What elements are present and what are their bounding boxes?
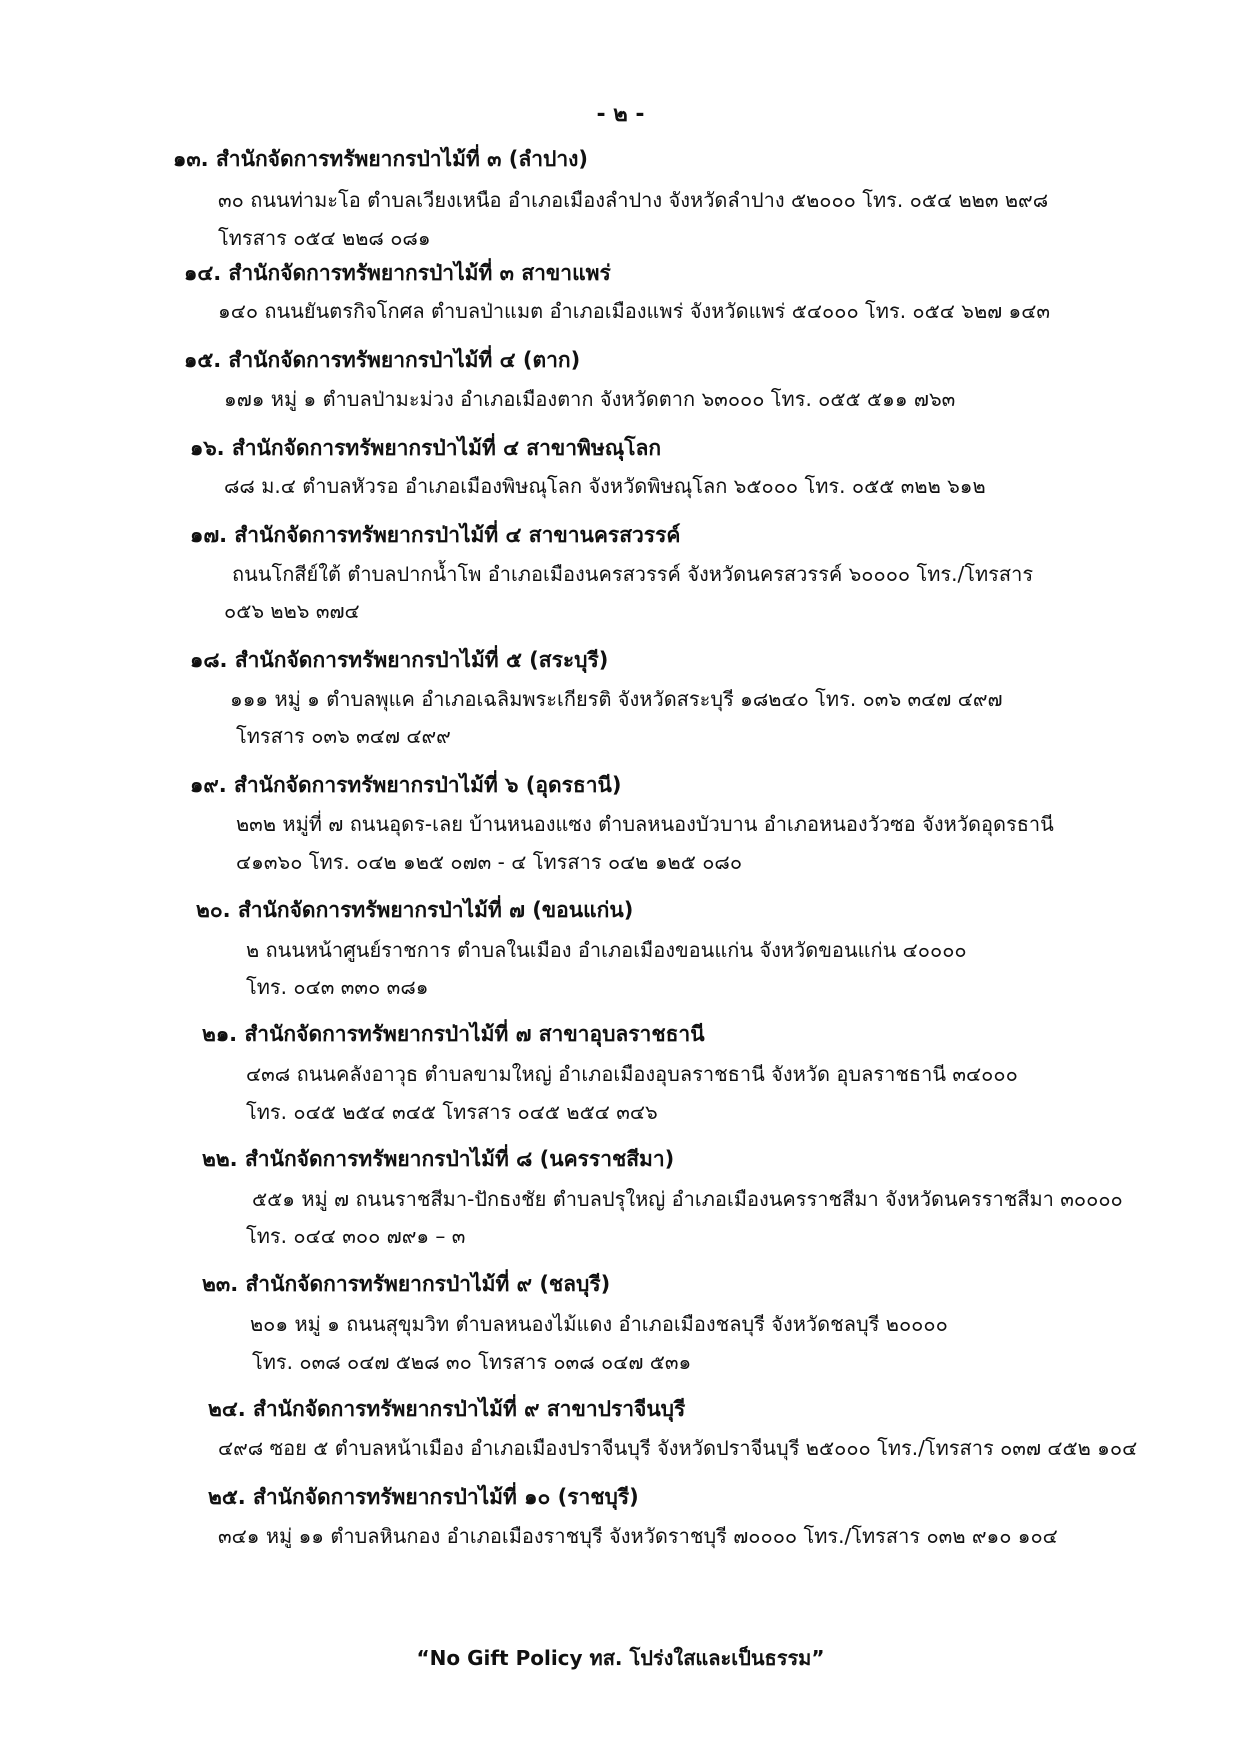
entry-title: ๑๘. สำนักจัดการทรัพยากรป่าไม้ที่ ๕ (สระบุรี) (190, 648, 609, 672)
entry-line: ๔๙๘ ซอย ๕ ตำบลหน้าเมือง อำเภอเมืองปราจีนบุรี จังหวัดปราจีนบุรี ๒๕๐๐๐ โทร./โทรสาร ๐๓๗ ๔๕๒ ๑๐๔ (218, 1436, 1138, 1460)
entry-title: ๒๕. สำนักจัดการทรัพยากรป่าไม้ที่ ๑๐ (ราชบุรี) (208, 1485, 639, 1509)
entry-title: ๑๙. สำนักจัดการทรัพยากรป่าไม้ที่ ๖ (อุดรธานี) (190, 773, 622, 797)
entry-line: ๘๘ ม.๔ ตำบลหัวรอ อำเภอเมืองพิษณุโลก จังหวัดพิษณุโลก ๖๕๐๐๐ โทร. ๐๕๕ ๓๒๒ ๖๑๒ (224, 474, 986, 498)
entry-line: โทรสาร ๐๕๔ ๒๒๘ ๐๘๑ (218, 226, 431, 250)
entry-line: ๑๔๐ ถนนยันตรกิจโกศล ตำบลป่าแมต อำเภอเมืองแพร่ จังหวัดแพร่ ๕๔๐๐๐ โทร. ๐๕๔ ๖๒๗ ๑๔๓ (218, 299, 1051, 323)
entry-title: ๒๔. สำนักจัดการทรัพยากรป่าไม้ที่ ๙ สาขาปราจีนบุรี (208, 1397, 686, 1421)
entry-line: ถนนโกสีย์ใต้ ตำบลปากน้ำโพ อำเภอเมืองนครสวรรค์ จังหวัดนครสวรรค์ ๖๐๐๐๐ โทร./โทรสาร (232, 562, 1034, 586)
entry-line: ๑๗๑ หมู่ ๑ ตำบลป่ามะม่วง อำเภอเมืองตาก จังหวัดตาก ๖๓๐๐๐ โทร. ๐๕๕ ๕๑๑ ๗๖๓ (224, 387, 956, 411)
entry-line: โทร. ๐๔๓ ๓๓๐ ๓๘๑ (246, 975, 429, 999)
entry-line: ๒ ถนนหน้าศูนย์ราชการ ตำบลในเมือง อำเภอเมืองขอนแก่น จังหวัดขอนแก่น ๔๐๐๐๐ (246, 938, 967, 962)
entry-line: ๓๔๑ หมู่ ๑๑ ตำบลหินกอง อำเภอเมืองราชบุรี จังหวัดราชบุรี ๗๐๐๐๐ โทร./โทรสาร ๐๓๒ ๙๑๐ ๑๐๔ (218, 1524, 1058, 1548)
entry-title: ๒๐. สำนักจัดการทรัพยากรป่าไม้ที่ ๗ (ขอนแก่น) (196, 898, 634, 922)
entry-line: ๑๑๑ หมู่ ๑ ตำบลพุแค อำเภอเฉลิมพระเกียรติ จังหวัดสระบุรี ๑๘๒๔๐ โทร. ๐๓๖ ๓๔๗ ๔๙๗ (230, 687, 1003, 711)
entry-title: ๒๑. สำนักจัดการทรัพยากรป่าไม้ที่ ๗ สาขาอุบลราชธานี (202, 1022, 705, 1046)
entry-title: ๒๒. สำนักจัดการทรัพยากรป่าไม้ที่ ๘ (นครราชสีมา) (202, 1147, 675, 1171)
entry-line: โทร. ๐๓๘ ๐๔๗ ๕๒๘ ๓๐ โทรสาร ๐๓๘ ๐๔๗ ๕๓๑ (252, 1350, 692, 1374)
page-number: - ๒ - (596, 102, 645, 127)
entry-line: ๔๓๘ ถนนคลังอาวุธ ตำบลขามใหญ่ อำเภอเมืองอุบลราชธานี จังหวัด อุบลราชธานี ๓๔๐๐๐ (246, 1062, 1018, 1086)
entry-title: ๒๓. สำนักจัดการทรัพยากรป่าไม้ที่ ๙ (ชลบุรี) (202, 1272, 611, 1296)
entry-line: ๓๐ ถนนท่ามะโอ ตำบลเวียงเหนือ อำเภอเมืองลำปาง จังหวัดลำปาง ๕๒๐๐๐ โทร. ๐๕๔ ๒๒๓ ๒๙๘ (218, 188, 1049, 212)
entry-line: ๐๕๖ ๒๒๖ ๓๗๔ (224, 599, 360, 623)
entry-line: โทร. ๐๔๕ ๒๕๔ ๓๔๕ โทรสาร ๐๔๕ ๒๕๔ ๓๔๖ (246, 1100, 658, 1124)
entry-line: โทร. ๐๔๔ ๓๐๐ ๗๙๑ – ๓ (246, 1224, 466, 1248)
entry-line: ๒๐๑ หมู่ ๑ ถนนสุขุมวิท ตำบลหนองไม้แดง อำเภอเมืองชลบุรี จังหวัดชลบุรี ๒๐๐๐๐ (250, 1312, 948, 1336)
entry-title: ๑๖. สำนักจัดการทรัพยากรป่าไม้ที่ ๔ สาขาพิษณุโลก (190, 436, 662, 460)
footer-slogan: “No Gift Policy ทส. โปร่งใสและเป็นธรรม” (416, 1646, 825, 1670)
entry-line: ๒๓๒ หมู่ที่ ๗ ถนนอุดร-เลย บ้านหนองแซง ตำบลหนองบัวบาน อำเภอหนองวัวซอ จังหวัดอุดรธานี (236, 812, 1054, 836)
entry-title: ๑๗. สำนักจัดการทรัพยากรป่าไม้ที่ ๔ สาขานครสวรรค์ (190, 523, 681, 547)
entry-line: โทรสาร ๐๓๖ ๓๔๗ ๔๙๙ (236, 724, 451, 748)
entry-line: ๔๑๓๖๐ โทร. ๐๔๒ ๑๒๕ ๐๗๓ - ๔ โทรสาร ๐๔๒ ๑๒๕ ๐๘๐ (236, 850, 743, 874)
entry-title: ๑๓. สำนักจัดการทรัพยากรป่าไม้ที่ ๓ (ลำปาง) (173, 147, 589, 171)
entry-title: ๑๕. สำนักจัดการทรัพยากรป่าไม้ที่ ๔ (ตาก) (184, 348, 581, 372)
entry-line: ๕๕๑ หมู่ ๗ ถนนราชสีมา-ปักธงชัย ตำบลปรุใหญ่ อำเภอเมืองนครราชสีมา จังหวัดนครราชสีมา ๓๐๐๐๐ (252, 1187, 1123, 1211)
entry-title: ๑๔. สำนักจัดการทรัพยากรป่าไม้ที่ ๓ สาขาแพร่ (184, 261, 611, 285)
